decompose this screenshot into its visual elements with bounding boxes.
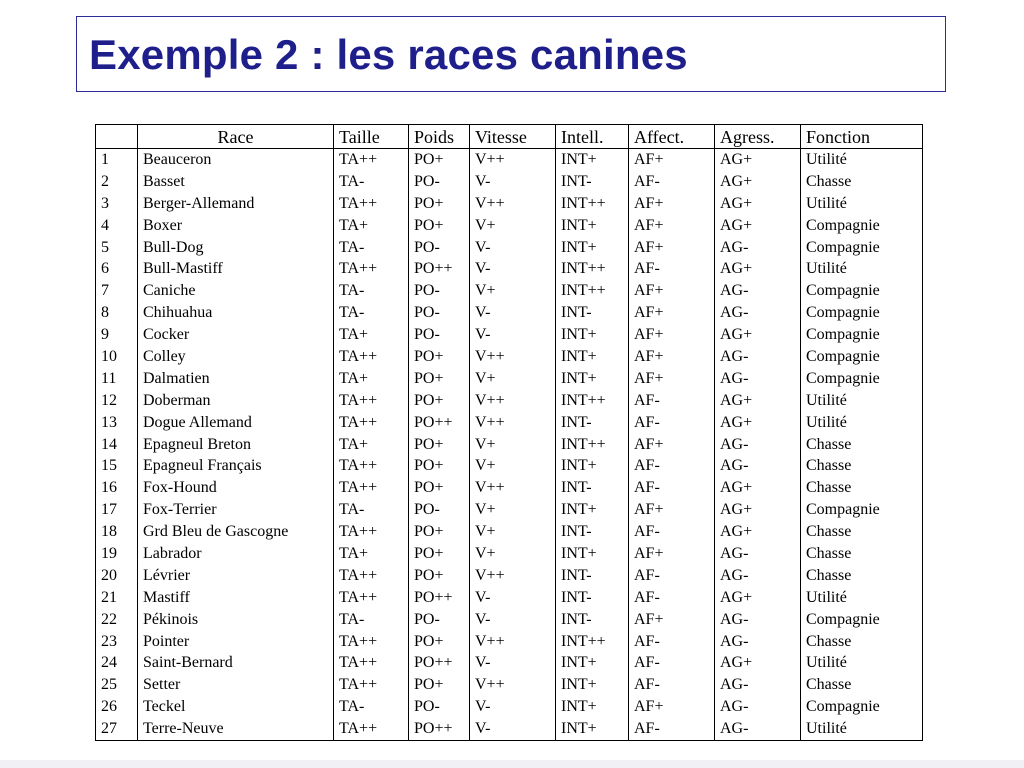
- cell-agress: AG-: [715, 368, 801, 390]
- cell-vitesse: V++: [470, 631, 556, 653]
- cell-intell: INT-: [556, 609, 629, 631]
- cell-poids: PO+: [409, 390, 470, 412]
- cell-vitesse: V-: [470, 718, 556, 740]
- cell-taille: TA++: [334, 565, 409, 587]
- cell-vitesse: V++: [470, 346, 556, 368]
- cell-race: Berger-Allemand: [138, 193, 334, 215]
- table-row: [96, 215, 923, 237]
- dog-breeds-table: [95, 124, 923, 741]
- header-vitesse: Vitesse: [470, 125, 556, 149]
- cell-taille: TA++: [334, 477, 409, 499]
- cell-affect: AF+: [629, 237, 715, 259]
- cell-affect: AF+: [629, 302, 715, 324]
- header-taille: Taille: [334, 125, 409, 149]
- cell-fonction: Chasse: [801, 521, 923, 543]
- cell-intell: INT+: [556, 499, 629, 521]
- cell-index: 4: [96, 215, 138, 237]
- cell-fonction: Chasse: [801, 565, 923, 587]
- cell-vitesse: V+: [470, 499, 556, 521]
- cell-race: Dalmatien: [138, 368, 334, 390]
- table-row: [96, 543, 923, 565]
- cell-fonction: Utilité: [801, 718, 923, 740]
- cell-index: 16: [96, 477, 138, 499]
- table-row: [96, 499, 923, 521]
- cell-vitesse: V+: [470, 521, 556, 543]
- cell-agress: AG-: [715, 674, 801, 696]
- cell-agress: AG+: [715, 521, 801, 543]
- cell-poids: PO+: [409, 193, 470, 215]
- cell-agress: AG+: [715, 258, 801, 280]
- cell-affect: AF-: [629, 521, 715, 543]
- table-row: [96, 193, 923, 215]
- cell-vitesse: V-: [470, 324, 556, 346]
- cell-intell: INT-: [556, 521, 629, 543]
- cell-race: Beauceron: [138, 149, 334, 171]
- cell-poids: PO-: [409, 280, 470, 302]
- cell-intell: INT+: [556, 215, 629, 237]
- cell-intell: INT-: [556, 302, 629, 324]
- cell-vitesse: V+: [470, 455, 556, 477]
- cell-intell: INT++: [556, 280, 629, 302]
- cell-index: 14: [96, 434, 138, 456]
- cell-index: 23: [96, 631, 138, 653]
- cell-fonction: Utilité: [801, 390, 923, 412]
- table-row: [96, 390, 923, 412]
- cell-affect: AF+: [629, 215, 715, 237]
- cell-intell: INT-: [556, 412, 629, 434]
- cell-agress: AG+: [715, 390, 801, 412]
- cell-agress: AG+: [715, 215, 801, 237]
- cell-taille: TA++: [334, 390, 409, 412]
- header-poids: Poids: [409, 125, 470, 149]
- table-row: [96, 674, 923, 696]
- cell-intell: INT-: [556, 171, 629, 193]
- cell-agress: AG-: [715, 434, 801, 456]
- table-row: [96, 521, 923, 543]
- cell-race: Grd Bleu de Gascogne: [138, 521, 334, 543]
- table-row: [96, 258, 923, 280]
- cell-vitesse: V-: [470, 302, 556, 324]
- cell-affect: AF+: [629, 609, 715, 631]
- cell-poids: PO-: [409, 237, 470, 259]
- cell-fonction: Compagnie: [801, 302, 923, 324]
- cell-vitesse: V-: [470, 609, 556, 631]
- cell-intell: INT-: [556, 477, 629, 499]
- cell-vitesse: V++: [470, 674, 556, 696]
- cell-index: 2: [96, 171, 138, 193]
- table-header-row: [96, 125, 923, 149]
- cell-poids: PO-: [409, 324, 470, 346]
- cell-poids: PO-: [409, 171, 470, 193]
- cell-race: Fox-Terrier: [138, 499, 334, 521]
- cell-vitesse: V++: [470, 149, 556, 171]
- table-row: [96, 324, 923, 346]
- slide-bottom-strip: [0, 760, 1024, 768]
- cell-affect: AF-: [629, 390, 715, 412]
- cell-intell: INT+: [556, 543, 629, 565]
- cell-fonction: Compagnie: [801, 499, 923, 521]
- cell-agress: AG-: [715, 455, 801, 477]
- cell-fonction: Utilité: [801, 258, 923, 280]
- cell-taille: TA+: [334, 434, 409, 456]
- cell-agress: AG-: [715, 718, 801, 740]
- cell-poids: PO+: [409, 565, 470, 587]
- cell-index: 6: [96, 258, 138, 280]
- cell-taille: TA++: [334, 631, 409, 653]
- cell-vitesse: V+: [470, 434, 556, 456]
- cell-poids: PO++: [409, 258, 470, 280]
- cell-affect: AF-: [629, 412, 715, 434]
- cell-race: Basset: [138, 171, 334, 193]
- cell-index: 10: [96, 346, 138, 368]
- cell-poids: PO+: [409, 477, 470, 499]
- table-row: [96, 587, 923, 609]
- cell-taille: TA++: [334, 455, 409, 477]
- cell-taille: TA-: [334, 237, 409, 259]
- cell-vitesse: V-: [470, 587, 556, 609]
- cell-affect: AF+: [629, 149, 715, 171]
- cell-race: Saint-Bernard: [138, 652, 334, 674]
- cell-poids: PO+: [409, 434, 470, 456]
- cell-race: Colley: [138, 346, 334, 368]
- cell-intell: INT++: [556, 434, 629, 456]
- cell-agress: AG+: [715, 499, 801, 521]
- cell-poids: PO+: [409, 346, 470, 368]
- header-race: Race: [138, 125, 334, 149]
- cell-taille: TA++: [334, 587, 409, 609]
- slide-title: Exemple 2 : les races canines: [89, 31, 688, 78]
- cell-fonction: Utilité: [801, 149, 923, 171]
- cell-fonction: Compagnie: [801, 696, 923, 718]
- cell-fonction: Chasse: [801, 171, 923, 193]
- cell-intell: INT+: [556, 718, 629, 740]
- cell-fonction: Compagnie: [801, 280, 923, 302]
- cell-taille: TA++: [334, 346, 409, 368]
- cell-intell: INT+: [556, 237, 629, 259]
- cell-intell: INT+: [556, 652, 629, 674]
- table-row: [96, 609, 923, 631]
- cell-index: 25: [96, 674, 138, 696]
- cell-fonction: Compagnie: [801, 609, 923, 631]
- cell-agress: AG+: [715, 193, 801, 215]
- cell-index: 13: [96, 412, 138, 434]
- cell-vitesse: V+: [470, 543, 556, 565]
- table-row: [96, 171, 923, 193]
- cell-poids: PO+: [409, 631, 470, 653]
- cell-intell: INT+: [556, 149, 629, 171]
- cell-affect: AF-: [629, 718, 715, 740]
- cell-vitesse: V++: [470, 390, 556, 412]
- cell-fonction: Compagnie: [801, 215, 923, 237]
- cell-agress: AG+: [715, 587, 801, 609]
- cell-index: 22: [96, 609, 138, 631]
- cell-index: 9: [96, 324, 138, 346]
- header-affect: Affect.: [629, 125, 715, 149]
- cell-race: Terre-Neuve: [138, 718, 334, 740]
- cell-fonction: Chasse: [801, 631, 923, 653]
- cell-index: 19: [96, 543, 138, 565]
- cell-agress: AG+: [715, 652, 801, 674]
- cell-affect: AF-: [629, 674, 715, 696]
- cell-race: Bull-Mastiff: [138, 258, 334, 280]
- cell-affect: AF+: [629, 193, 715, 215]
- cell-race: Lévrier: [138, 565, 334, 587]
- cell-agress: AG-: [715, 609, 801, 631]
- cell-affect: AF+: [629, 499, 715, 521]
- cell-race: Setter: [138, 674, 334, 696]
- table-row: [96, 368, 923, 390]
- cell-race: Doberman: [138, 390, 334, 412]
- cell-agress: AG-: [715, 346, 801, 368]
- table-row: [96, 434, 923, 456]
- cell-intell: INT++: [556, 390, 629, 412]
- cell-race: Pointer: [138, 631, 334, 653]
- cell-index: 11: [96, 368, 138, 390]
- cell-poids: PO-: [409, 499, 470, 521]
- cell-intell: INT+: [556, 346, 629, 368]
- cell-taille: TA-: [334, 302, 409, 324]
- cell-poids: PO+: [409, 368, 470, 390]
- cell-affect: AF-: [629, 171, 715, 193]
- cell-intell: INT+: [556, 696, 629, 718]
- cell-taille: TA++: [334, 718, 409, 740]
- table-row: [96, 631, 923, 653]
- cell-fonction: Compagnie: [801, 324, 923, 346]
- cell-race: Dogue Allemand: [138, 412, 334, 434]
- cell-taille: TA++: [334, 149, 409, 171]
- cell-agress: AG-: [715, 696, 801, 718]
- table-row: [96, 302, 923, 324]
- cell-race: Epagneul Français: [138, 455, 334, 477]
- cell-race: Pékinois: [138, 609, 334, 631]
- cell-poids: PO+: [409, 149, 470, 171]
- cell-poids: PO+: [409, 674, 470, 696]
- header-fonction: Fonction: [801, 125, 923, 149]
- cell-taille: TA+: [334, 215, 409, 237]
- cell-fonction: Chasse: [801, 543, 923, 565]
- cell-fonction: Compagnie: [801, 368, 923, 390]
- cell-affect: AF+: [629, 696, 715, 718]
- cell-taille: TA-: [334, 499, 409, 521]
- cell-affect: AF+: [629, 346, 715, 368]
- cell-index: 5: [96, 237, 138, 259]
- cell-intell: INT+: [556, 674, 629, 696]
- table-body: [96, 149, 923, 741]
- cell-taille: TA-: [334, 696, 409, 718]
- cell-poids: PO-: [409, 696, 470, 718]
- table-row: [96, 237, 923, 259]
- cell-intell: INT-: [556, 587, 629, 609]
- cell-affect: AF-: [629, 258, 715, 280]
- title-frame: [76, 16, 946, 92]
- cell-intell: INT++: [556, 258, 629, 280]
- cell-vitesse: V-: [470, 258, 556, 280]
- cell-vitesse: V-: [470, 237, 556, 259]
- table-row: [96, 346, 923, 368]
- cell-vitesse: V-: [470, 696, 556, 718]
- table-row: [96, 455, 923, 477]
- cell-affect: AF+: [629, 324, 715, 346]
- cell-poids: PO+: [409, 543, 470, 565]
- cell-index: 26: [96, 696, 138, 718]
- cell-agress: AG-: [715, 631, 801, 653]
- cell-vitesse: V+: [470, 215, 556, 237]
- cell-intell: INT+: [556, 368, 629, 390]
- cell-agress: AG-: [715, 302, 801, 324]
- cell-index: 15: [96, 455, 138, 477]
- cell-index: 27: [96, 718, 138, 740]
- cell-index: 3: [96, 193, 138, 215]
- cell-affect: AF-: [629, 631, 715, 653]
- cell-race: Boxer: [138, 215, 334, 237]
- cell-fonction: Utilité: [801, 193, 923, 215]
- cell-race: Caniche: [138, 280, 334, 302]
- cell-index: 21: [96, 587, 138, 609]
- table-row: [96, 696, 923, 718]
- table-row: [96, 149, 923, 171]
- cell-poids: PO++: [409, 652, 470, 674]
- cell-poids: PO++: [409, 587, 470, 609]
- cell-poids: PO-: [409, 302, 470, 324]
- cell-affect: AF-: [629, 565, 715, 587]
- cell-taille: TA++: [334, 193, 409, 215]
- cell-poids: PO-: [409, 609, 470, 631]
- cell-agress: AG-: [715, 237, 801, 259]
- cell-index: 8: [96, 302, 138, 324]
- cell-vitesse: V+: [470, 368, 556, 390]
- header-agress: Agress.: [715, 125, 801, 149]
- cell-intell: INT++: [556, 631, 629, 653]
- table-row: [96, 652, 923, 674]
- cell-taille: TA-: [334, 609, 409, 631]
- cell-vitesse: V++: [470, 565, 556, 587]
- cell-intell: INT++: [556, 193, 629, 215]
- cell-taille: TA-: [334, 280, 409, 302]
- cell-affect: AF-: [629, 477, 715, 499]
- cell-taille: TA++: [334, 258, 409, 280]
- cell-index: 12: [96, 390, 138, 412]
- cell-agress: AG+: [715, 324, 801, 346]
- cell-poids: PO++: [409, 412, 470, 434]
- cell-fonction: Compagnie: [801, 346, 923, 368]
- cell-agress: AG+: [715, 171, 801, 193]
- table-row: [96, 477, 923, 499]
- cell-affect: AF+: [629, 368, 715, 390]
- cell-race: Labrador: [138, 543, 334, 565]
- cell-fonction: Chasse: [801, 455, 923, 477]
- cell-race: Cocker: [138, 324, 334, 346]
- cell-index: 7: [96, 280, 138, 302]
- cell-poids: PO+: [409, 455, 470, 477]
- cell-taille: TA++: [334, 674, 409, 696]
- cell-taille: TA++: [334, 412, 409, 434]
- cell-affect: AF+: [629, 543, 715, 565]
- cell-vitesse: V++: [470, 193, 556, 215]
- cell-vitesse: V+: [470, 280, 556, 302]
- cell-race: Mastiff: [138, 587, 334, 609]
- cell-agress: AG-: [715, 280, 801, 302]
- cell-intell: INT+: [556, 324, 629, 346]
- cell-fonction: Utilité: [801, 652, 923, 674]
- cell-vitesse: V-: [470, 652, 556, 674]
- table-row: [96, 412, 923, 434]
- cell-index: 18: [96, 521, 138, 543]
- table-row: [96, 718, 923, 740]
- cell-fonction: Compagnie: [801, 237, 923, 259]
- cell-vitesse: V++: [470, 412, 556, 434]
- cell-affect: AF-: [629, 587, 715, 609]
- cell-poids: PO+: [409, 521, 470, 543]
- cell-race: Bull-Dog: [138, 237, 334, 259]
- cell-index: 24: [96, 652, 138, 674]
- cell-agress: AG+: [715, 412, 801, 434]
- cell-race: Epagneul Breton: [138, 434, 334, 456]
- cell-taille: TA+: [334, 368, 409, 390]
- cell-index: 17: [96, 499, 138, 521]
- cell-fonction: Chasse: [801, 434, 923, 456]
- table-row: [96, 280, 923, 302]
- cell-fonction: Chasse: [801, 477, 923, 499]
- cell-taille: TA++: [334, 652, 409, 674]
- cell-affect: AF-: [629, 652, 715, 674]
- cell-taille: TA++: [334, 521, 409, 543]
- cell-intell: INT-: [556, 565, 629, 587]
- cell-fonction: Chasse: [801, 674, 923, 696]
- cell-vitesse: V-: [470, 171, 556, 193]
- cell-vitesse: V++: [470, 477, 556, 499]
- cell-taille: TA+: [334, 324, 409, 346]
- cell-taille: TA-: [334, 171, 409, 193]
- cell-affect: AF-: [629, 455, 715, 477]
- cell-fonction: Utilité: [801, 587, 923, 609]
- header-index: [96, 125, 138, 149]
- cell-poids: PO++: [409, 718, 470, 740]
- cell-affect: AF+: [629, 280, 715, 302]
- cell-agress: AG+: [715, 477, 801, 499]
- cell-race: Teckel: [138, 696, 334, 718]
- cell-agress: AG+: [715, 149, 801, 171]
- header-intell: Intell.: [556, 125, 629, 149]
- cell-index: 20: [96, 565, 138, 587]
- cell-fonction: Utilité: [801, 412, 923, 434]
- table-row: [96, 565, 923, 587]
- cell-taille: TA+: [334, 543, 409, 565]
- cell-affect: AF+: [629, 434, 715, 456]
- cell-intell: INT+: [556, 455, 629, 477]
- cell-race: Fox-Hound: [138, 477, 334, 499]
- cell-poids: PO+: [409, 215, 470, 237]
- cell-index: 1: [96, 149, 138, 171]
- cell-agress: AG-: [715, 543, 801, 565]
- cell-race: Chihuahua: [138, 302, 334, 324]
- cell-agress: AG-: [715, 565, 801, 587]
